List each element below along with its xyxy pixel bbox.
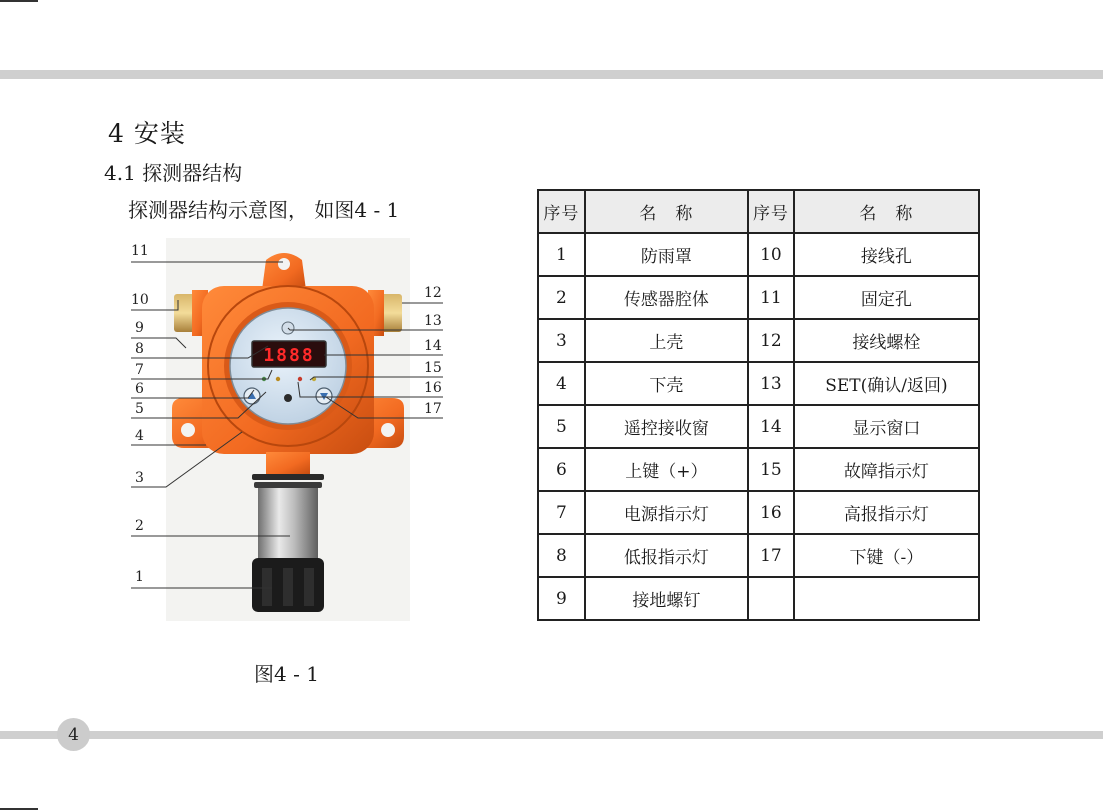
footer-rule (0, 731, 1103, 739)
sensor-chamber (258, 488, 318, 558)
table-cell: 17 (748, 534, 794, 577)
callout-11: 11 (131, 243, 149, 259)
detector-illustration (166, 238, 410, 621)
table-cell: 15 (748, 448, 794, 491)
callout-12: 12 (424, 285, 442, 301)
table-cell: 9 (538, 577, 585, 620)
callout-5: 5 (135, 401, 144, 417)
page-number-badge: 4 (57, 718, 90, 751)
table-cell: 接线孔 (794, 233, 979, 276)
parts-table (537, 189, 980, 621)
header-name: 名 称 (585, 190, 748, 233)
table-cell: 7 (538, 491, 585, 534)
table-row (538, 405, 979, 448)
table-cell: 显示窗口 (794, 405, 979, 448)
header-index: 序号 (538, 190, 585, 233)
table-row (538, 577, 979, 620)
table-cell (794, 577, 979, 620)
fault-indicator (312, 377, 316, 381)
high-alarm-indicator (298, 377, 302, 381)
callout-16: 16 (424, 380, 442, 396)
table-cell: 故障指示灯 (794, 448, 979, 491)
callout-13: 13 (424, 313, 442, 329)
table-cell: 低报指示灯 (585, 534, 748, 577)
table-cell: SET(确认/返回) (794, 362, 979, 405)
callout-14: 14 (424, 338, 442, 354)
table-cell: 4 (538, 362, 585, 405)
table-cell: 遥控接收窗 (585, 405, 748, 448)
fixing-hole-top (278, 258, 290, 270)
table-cell: 8 (538, 534, 585, 577)
table-row (538, 276, 979, 319)
table-cell: 上壳 (585, 319, 748, 362)
table-cell: 接线螺栓 (794, 319, 979, 362)
header-rule (0, 70, 1103, 79)
corner-mark-bottom (0, 808, 38, 810)
callout-10: 10 (131, 292, 149, 308)
callout-4: 4 (135, 428, 144, 444)
header-index-2: 序号 (748, 190, 794, 233)
subsection-heading: 4.1 探测器结构 (104, 161, 243, 185)
section-heading: 4 安装 (108, 119, 186, 148)
callout-1: 1 (135, 569, 144, 585)
table-cell: 2 (538, 276, 585, 319)
table-cell: 高报指示灯 (794, 491, 979, 534)
power-indicator (262, 377, 266, 381)
table-cell: 下键（-） (794, 534, 979, 577)
table-cell: 下壳 (585, 362, 748, 405)
table-cell: 防雨罩 (585, 233, 748, 276)
corner-mark-top (0, 0, 38, 2)
low-alarm-indicator (276, 377, 280, 381)
table-cell: 14 (748, 405, 794, 448)
callout-3: 3 (135, 470, 144, 486)
callout-8: 8 (135, 341, 144, 357)
table-cell: 接地螺钉 (585, 577, 748, 620)
callout-17: 17 (424, 401, 442, 417)
table-cell: 13 (748, 362, 794, 405)
table-row (538, 534, 979, 577)
table-row (538, 491, 979, 534)
table-cell: 1 (538, 233, 585, 276)
table-cell: 3 (538, 319, 585, 362)
table-cell: 6 (538, 448, 585, 491)
remote-receiver-window (284, 394, 292, 402)
table-row (538, 233, 979, 276)
table-cell: 11 (748, 276, 794, 319)
callout-6: 6 (135, 381, 144, 397)
table-cell: 16 (748, 491, 794, 534)
display-digits: 1888 (263, 345, 315, 366)
table-cell: 5 (538, 405, 585, 448)
table-row (538, 448, 979, 491)
table-cell: 固定孔 (794, 276, 979, 319)
table-header-row (538, 190, 979, 233)
table-cell: 上键（+） (585, 448, 748, 491)
callout-15: 15 (424, 360, 442, 376)
table-cell: 传感器腔体 (585, 276, 748, 319)
callout-9: 9 (135, 320, 144, 336)
set-button (282, 322, 294, 334)
table-cell: 电源指示灯 (585, 491, 748, 534)
header-name-2: 名 称 (794, 190, 979, 233)
table-cell: 12 (748, 319, 794, 362)
detector-figure (166, 238, 410, 621)
figure-caption: 图4 - 1 (254, 662, 319, 686)
table-row (538, 319, 979, 362)
table-cell: 10 (748, 233, 794, 276)
callout-7: 7 (135, 362, 144, 378)
intro-text: 探测器结构示意图， 如图4 - 1 (128, 198, 400, 222)
table-cell (748, 577, 794, 620)
callout-2: 2 (135, 518, 144, 534)
table-row (538, 362, 979, 405)
